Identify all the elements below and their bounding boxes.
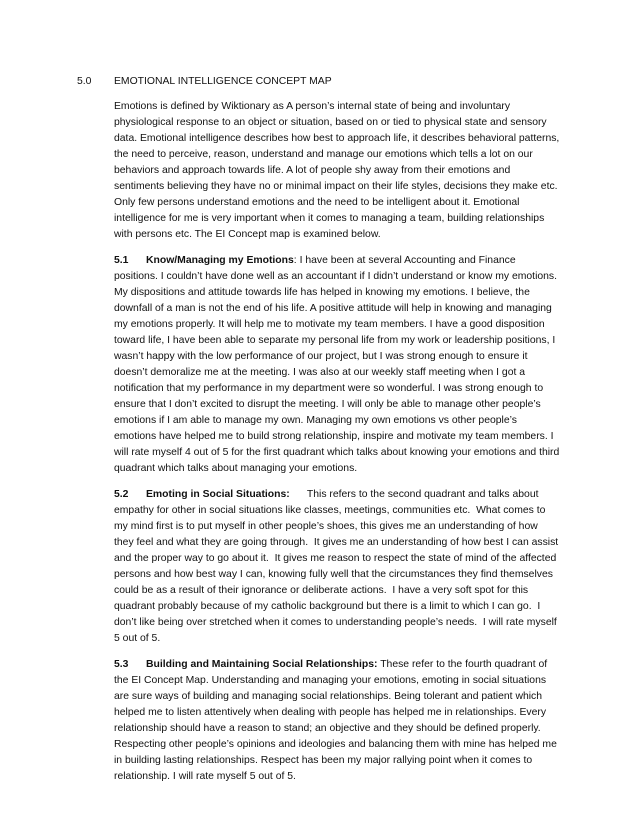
subsection-title: Emoting in Social Situations: bbox=[146, 489, 290, 500]
subsection-body: This refers to the second quadrant and talks about empathy for other in social situations like classes, meetings, communities etc. What comes to my mind first is to put myself in other people’s shoes, this gives me an understanding of how they feel and what they are going through. It gives me an understanding of how best I can assist and the proper way to go about it. It gives me reason to respect the state of mind of the affected persons and how best way I can, knowing fully well that the circumstances they find themselves could be as a result of their ignorance or deliberate actions. I have a very soft spot for this quadrant probably because of my catholic background but there is a limit to which I can go. I don’t like being over stretched when it comes to understanding people’s needs. I will rate myself 5 out of 5. bbox=[114, 489, 562, 644]
section-heading bbox=[77, 75, 577, 89]
intro-paragraph: Emotions is defined by Wiktionary as A person’s internal state of being and involuntary physiological response to an object or situation, based on or tied to physical state and sensory data. Emotional intelligence describes how best to approach life, it describes behavioral patterns, the need to perceive, reason, understand and manage our emotions which tells a lot on our behaviors and approach towards life. A lot of people shy away from their emotions and sentiments believing they have no or minimal impact on their life styles, decisions they make etc. Only few persons understand emotions and the need to be intelligent about it. Emotional intelligence for me is very important when it comes to managing a team, building relationships with persons etc. The EI Concept map is examined below. bbox=[114, 101, 560, 240]
section-content bbox=[114, 99, 560, 795]
section-title: EMOTIONAL INTELLIGENCE CONCEPT MAP bbox=[114, 76, 332, 87]
section-number: 5.0 bbox=[77, 76, 92, 87]
subsection-body: These refer to the fourth quadrant of the EI Concept Map. Understanding and managing your emotions, emoting in social situations are sure ways of building and managing social relationships. Being tolerant and patient which helped me to listen attentively when dealing with people has helped me in relationships. Every relationship should have a reason to stand; an objective and they should be defined properly. Respecting other people’s opinions and ideologies and balancing them with mine has helped me in building lasting relationships. Respect has been my major rallying point when it comes to relationship. I will rate myself 5 out of 5. bbox=[114, 659, 557, 782]
subsection-separator: : bbox=[293, 255, 297, 266]
subsection-5-2 bbox=[114, 487, 560, 647]
subsection-5-1 bbox=[114, 253, 560, 477]
subsection-5-3 bbox=[114, 657, 560, 785]
subsection-body: I have been at several Accounting and Finance positions. I couldn’t have done well as an accountant if I didn’t understand or know my emotions. My dispositions and attitude towards life has helped in knowing my emotions. I believe, the downfall of a man is not the end of his life. A positive attitude will help in knowing and managing my emotions properly. It will help me to motivate my team members. I have a good disposition toward life, I have been able to separate my personal life from my work or leadership positions, I wasn’t happy with the low performance of our project, but I was strong enough to ensure it doesn’t demoralize me at the meeting. I was also at our weekly staff meeting when I got a notification that my performance in my department were so wonderful. I was strong enough to ensure that I don’t excited to disrupt the meeting. I will only be able to manage other people’s emotions if I am able to manage my own. Managing my own emotions vs other people’s emotions have helped me to build strong relationship, inspire and motivate my team members. I will rate myself 4 out of 5 for the first quadrant which talks about knowing your emotions and third quadrant which talks about managing your emotions. bbox=[114, 255, 560, 474]
subsection-number: 5.2 bbox=[114, 489, 129, 500]
subsection-title: Building and Maintaining Social Relationships: bbox=[146, 659, 378, 670]
subsection-number: 5.1 bbox=[114, 255, 129, 266]
subsection-number: 5.3 bbox=[114, 659, 129, 670]
subsection-title: Know/Managing my Emotions bbox=[146, 255, 294, 266]
